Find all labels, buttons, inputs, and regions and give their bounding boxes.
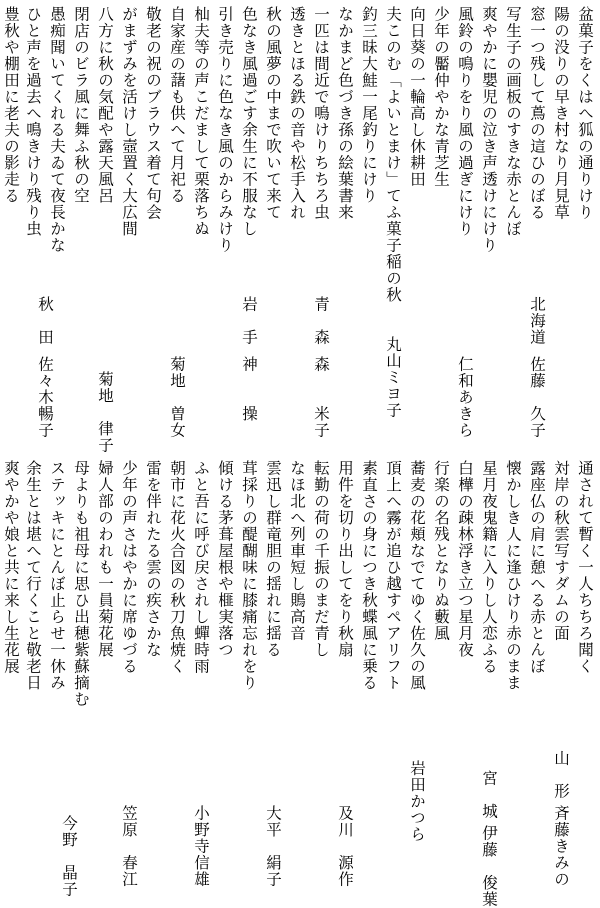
haiku-line: 陽の没りの早き村なり月見草	[552, 6, 570, 221]
haiku-line: 写生子の画板のすきな赤とんぼ	[504, 6, 522, 237]
author-name: 笠原 春江	[120, 805, 138, 888]
haiku-line: ステッキにとんぼ止らせ一休み	[48, 460, 66, 691]
haiku-line: 転勤の荷の千振のまだ青し	[312, 460, 330, 658]
haiku-line: 対岸の秋雲写すダムの面	[552, 460, 570, 642]
author-name: 菊地 曽女	[168, 356, 186, 439]
author-name: 伊藤 俊葉	[480, 825, 498, 908]
haiku-line: 爽やかや娘と共に来し生花展	[2, 460, 20, 675]
haiku-line: 八方に秋の気配や露天風呂	[96, 6, 114, 204]
author-name: 佐藤 久子	[528, 356, 546, 439]
haiku-line: 行楽の名残となりぬ藪風	[432, 460, 450, 642]
haiku-line: 色なき風過ごす余生に不服なし	[240, 6, 258, 237]
haiku-line: 少年の声さはやかに席ゆづる	[120, 460, 138, 675]
haiku-line: 雲迅し群竜胆の揺れに揺る	[264, 460, 282, 658]
author-name: 斉藤きみの	[552, 805, 570, 888]
haiku-line: 頂上へ霧が追ひ越すペアリフト	[384, 460, 402, 691]
haiku-line: 朝市に花火合図の秋刀魚焼く	[168, 460, 186, 675]
top-section	[0, 6, 600, 454]
author-name: 岩田かつら	[408, 760, 426, 843]
haiku-line: 余生とは堪へて行くこと敬老日	[24, 460, 42, 691]
author-name: 神 操	[240, 356, 258, 422]
author-prefecture: 秋 田	[36, 296, 54, 346]
author-name: 小野寺信雄	[192, 805, 210, 888]
haiku-line: 露座仏の肩に憩へる赤とんぼ	[528, 460, 546, 675]
haiku-line: 秋の風夢の中まで吹いて来て	[264, 6, 282, 221]
author-name: 丸山ミヨ子	[384, 336, 402, 419]
haiku-line: 引き売りに色なき風のからみけり	[216, 6, 234, 254]
haiku-line: 盆菓子をくはへ狐の通りけり	[576, 6, 594, 221]
author-prefecture: 岩 手	[240, 296, 258, 346]
author-name: 森 米子	[312, 356, 330, 439]
author-prefecture: 山 形	[552, 750, 570, 800]
haiku-line: 閉店のビラ風に舞ふ秋の空	[72, 6, 90, 204]
haiku-line: 通されて暫く一人ちちろ聞く	[576, 460, 594, 675]
author-prefecture: 北海道	[528, 296, 546, 346]
bottom-section	[0, 460, 600, 908]
haiku-line: 豊秋や棚田に老夫の影走る	[2, 6, 20, 204]
haiku-line: 敬老の祝のブラウス着て句会	[144, 6, 162, 221]
author-name: 佐々木暢子	[36, 356, 54, 439]
haiku-line: 婦人部のわれも一員菊花展	[96, 460, 114, 658]
haiku-line: 用件を切り出してをり秋扇	[336, 460, 354, 658]
haiku-line: 星月夜鬼籍に入りし人恋ふる	[480, 460, 498, 675]
haiku-line: 白樺の疎林浮き立つ星月夜	[456, 460, 474, 658]
haiku-line: 懐かしき人に逢ひけり赤のまま	[504, 460, 522, 691]
haiku-line: 杣夫等の声こだまして栗落ちぬ	[192, 6, 210, 237]
haiku-line: 傾ける茅葺屋根や榧実落つ	[216, 460, 234, 658]
haiku-line: 茸採りの醍醐味に膝痛忘れをり	[240, 460, 258, 691]
author-name: 及川 源作	[336, 805, 354, 888]
haiku-line: なかまど色づき孫の絵葉書来	[336, 6, 354, 221]
haiku-line: 愚痴聞いてくれる夫ゐて夜長かな	[48, 6, 66, 254]
author-name: 大平 絹子	[264, 805, 282, 888]
haiku-line: 素直さの身につき秋蝶風に乗る	[360, 460, 378, 691]
haiku-line: 透きとほる鉄の音や松手入れ	[288, 6, 306, 221]
haiku-line: ひと声を過去へ鳴きけり残り虫	[24, 6, 42, 237]
author-prefecture: 宮 城	[480, 770, 498, 820]
haiku-line: 爽やかに嬰児の泣き声透けにけり	[480, 6, 498, 254]
haiku-line: 夫このむ「よいとまけ」てふ菓子稲の秋	[384, 6, 402, 303]
haiku-line: 蕎麦の花頬なでてゆく佐久の風	[408, 460, 426, 691]
haiku-line: 雷を伴れたる雲の疾さかな	[144, 460, 162, 658]
haiku-line: 自家産の藷も供へて月祀る	[168, 6, 186, 204]
author-prefecture: 青 森	[312, 296, 330, 346]
haiku-line: 釣三昧大鮭一尾釣りにけり	[360, 6, 378, 204]
author-name: 今野 晶子	[60, 815, 78, 898]
haiku-line: がまずみを活けし壼置く大広間	[120, 6, 138, 237]
haiku-line: 風鈴の鳴りをり風の過ぎにけり	[456, 6, 474, 237]
haiku-line: なほ北へ列車短し鵙高音	[288, 460, 306, 642]
haiku-line: ふと吾に呼び戻されし蟬時雨	[192, 460, 210, 675]
haiku-line: 母よりも祖母に思ひ出穂紫蘇摘む	[72, 460, 90, 708]
haiku-line: 向日葵の一輪高し休耕田	[408, 6, 426, 188]
author-name: 菊地 律子	[96, 371, 114, 454]
author-name: 仁和あきら	[456, 356, 474, 439]
haiku-line: 少年の靨仲やかな青芝生	[432, 6, 450, 188]
haiku-line: 窓一つ残して蔦の這ひのぼる	[528, 6, 546, 221]
haiku-line: 一匹は間近で鳴けりちちろ虫	[312, 6, 330, 221]
